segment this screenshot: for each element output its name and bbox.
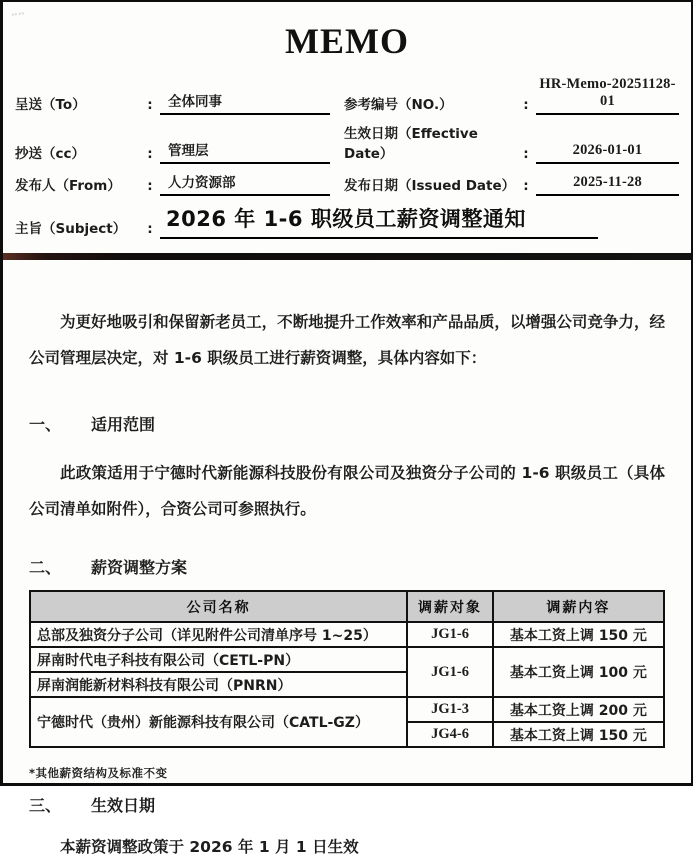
from-label: 发布人（From） [15, 178, 121, 194]
intro-paragraph: 为更好地吸引和保留新老员工，不断地提升工作效率和产品品质，以增强公司竞争力，经公司管理层决定，对 1-6 职级员工进行薪资调整，具体内容如下： [29, 313, 665, 367]
adjust-target-header: 调薪对象 [407, 591, 493, 622]
issued-date-label: 发布日期（Issued Date） [344, 178, 516, 194]
colon: : [147, 146, 153, 162]
adjust-content-header: 调薪内容 [493, 591, 664, 622]
header-row-from [15, 171, 679, 196]
table-row [30, 622, 664, 647]
section-1-title: 适用范围 [91, 415, 156, 434]
adjust-cell-merged: 基本工资上调 100 元 [493, 647, 664, 697]
header-row-to [15, 76, 679, 115]
company-cell: 屏南时代电子科技有限公司（CETL-PN） [30, 647, 407, 672]
colon: : [147, 221, 153, 237]
colon: : [523, 97, 529, 113]
section-3-heading [29, 793, 665, 816]
grade-cell: JG4-6 [407, 722, 493, 747]
adjust-cell: 基本工资上调 150 元 [493, 722, 664, 747]
cc-value: 管理层 [160, 139, 330, 164]
section-2-title: 薪资调整方案 [91, 558, 188, 577]
effective-date-label: 生效日期（Effective Date） [344, 126, 478, 162]
header-row-cc [15, 122, 679, 164]
issued-date-value: 2025-11-28 [536, 174, 679, 196]
cc-label: 抄送（cc） [15, 146, 86, 162]
section-2-number: 二、 [29, 558, 62, 577]
adjust-cell: 基本工资上调 150 元 [493, 622, 664, 647]
ref-no-label: 参考编号（NO.） [344, 97, 453, 113]
to-label: 呈送（To） [15, 97, 86, 113]
effective-date-value: 2026-01-01 [536, 142, 679, 164]
colon: : [523, 178, 529, 194]
company-name-header: 公司名称 [30, 591, 407, 622]
memo-body [3, 304, 691, 862]
ref-no-value: HR-Memo-20251128-01 [536, 76, 679, 115]
adjust-cell: 基本工资上调 200 元 [493, 697, 664, 722]
table-header-row [30, 591, 664, 622]
to-value: 全体同事 [160, 90, 330, 115]
from-value: 人力资源部 [160, 171, 330, 196]
company-cell: 总部及独资分子公司（详见附件公司清单序号 1~25） [30, 622, 407, 647]
table-footnote: *其他薪资结构及标准不变 [29, 766, 168, 780]
section-1-heading [29, 412, 665, 435]
subject-label: 主旨（Subject） [15, 221, 127, 237]
company-cell: 屏南润能新材料科技有限公司（PNRN） [30, 672, 407, 697]
table-row [30, 647, 664, 672]
section-3-title: 生效日期 [91, 796, 156, 815]
section-3-number: 三、 [29, 796, 62, 815]
header-divider-bar [3, 253, 691, 260]
colon: : [147, 178, 153, 194]
memo-header [3, 76, 691, 239]
colon: : [523, 146, 529, 162]
section-3-paragraph: 本薪资调整政策于 2026 年 1 月 1 日生效 [60, 838, 359, 856]
grade-cell: JG1-6 [407, 622, 493, 647]
subject-value: 2026 年 1-6 职级员工薪资调整通知 [160, 203, 598, 239]
salary-adjustment-table [29, 590, 665, 748]
memo-title: MEMO [285, 21, 409, 61]
company-cell-merged: 宁德时代（贵州）新能源科技有限公司（CATL-GZ） [30, 697, 407, 747]
grade-cell: JG1-3 [407, 697, 493, 722]
section-1-paragraph: 此政策适用于宁德时代新能源科技股份有限公司及独资分子公司的 1-6 职级员工（具体公司清单如附件），合资公司可参照执行。 [29, 464, 665, 518]
section-1-number: 一、 [29, 415, 62, 434]
header-row-subject [15, 203, 679, 239]
grade-cell-merged: JG1-6 [407, 647, 493, 697]
section-2-heading [29, 555, 665, 578]
scan-artifact-mark [12, 12, 25, 19]
table-row [30, 697, 664, 722]
colon: : [147, 97, 153, 113]
